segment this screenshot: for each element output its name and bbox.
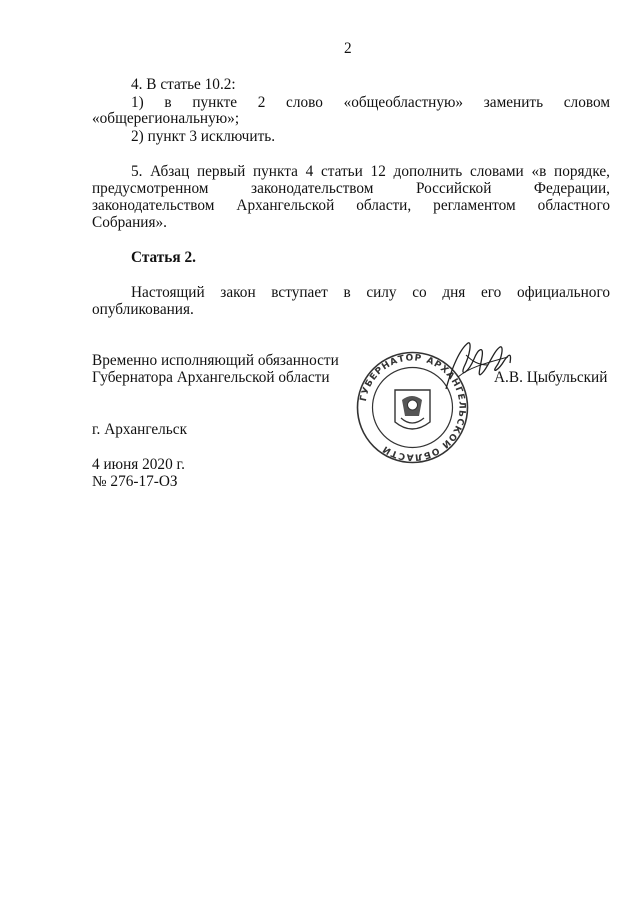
item-4-line-2: «общерегиональную»;: [92, 110, 240, 127]
item-5-line-1: 5. Абзац первый пункта 4 статьи 12 дополнить словами «в порядке,: [131, 163, 610, 180]
item-4-line-1: 1) в пункте 2 слово «общеобластную» заменить словом: [131, 94, 610, 111]
place-of-signing: г. Архангельск: [92, 421, 188, 438]
seal-text: ГУБЕРНАТОР АРХАНГЕЛЬСКОЙ ОБЛАСТИ: [358, 353, 467, 462]
item-5-line-3: законодательством Архангельской области, регламентом областного: [92, 197, 610, 214]
signatory-name: А.В. Цыбульский: [494, 369, 608, 386]
item-4-sub-2: 2) пункт 3 исключить.: [131, 128, 276, 145]
item-5-line-2: предусмотренном законодательством Российской Федерации,: [92, 180, 610, 197]
page-number: 2: [344, 40, 352, 57]
article-2-line-2: опубликования.: [92, 301, 194, 318]
law-date: 4 июня 2020 г.: [92, 456, 185, 473]
handwritten-signature: [438, 337, 518, 399]
signatory-title-line-2: Губернатора Архангельской области: [92, 369, 330, 386]
article-2-heading: Статья 2.: [131, 249, 196, 266]
article-2-line-1: Настоящий закон вступает в силу со дня его официального: [131, 284, 610, 301]
item-5-line-4: Собрания».: [92, 214, 167, 231]
item-4-heading: 4. В статье 10.2:: [131, 76, 236, 93]
law-number: № 276-17-ОЗ: [92, 473, 178, 490]
signatory-title-line-1: Временно исполняющий обязанности: [92, 352, 339, 369]
